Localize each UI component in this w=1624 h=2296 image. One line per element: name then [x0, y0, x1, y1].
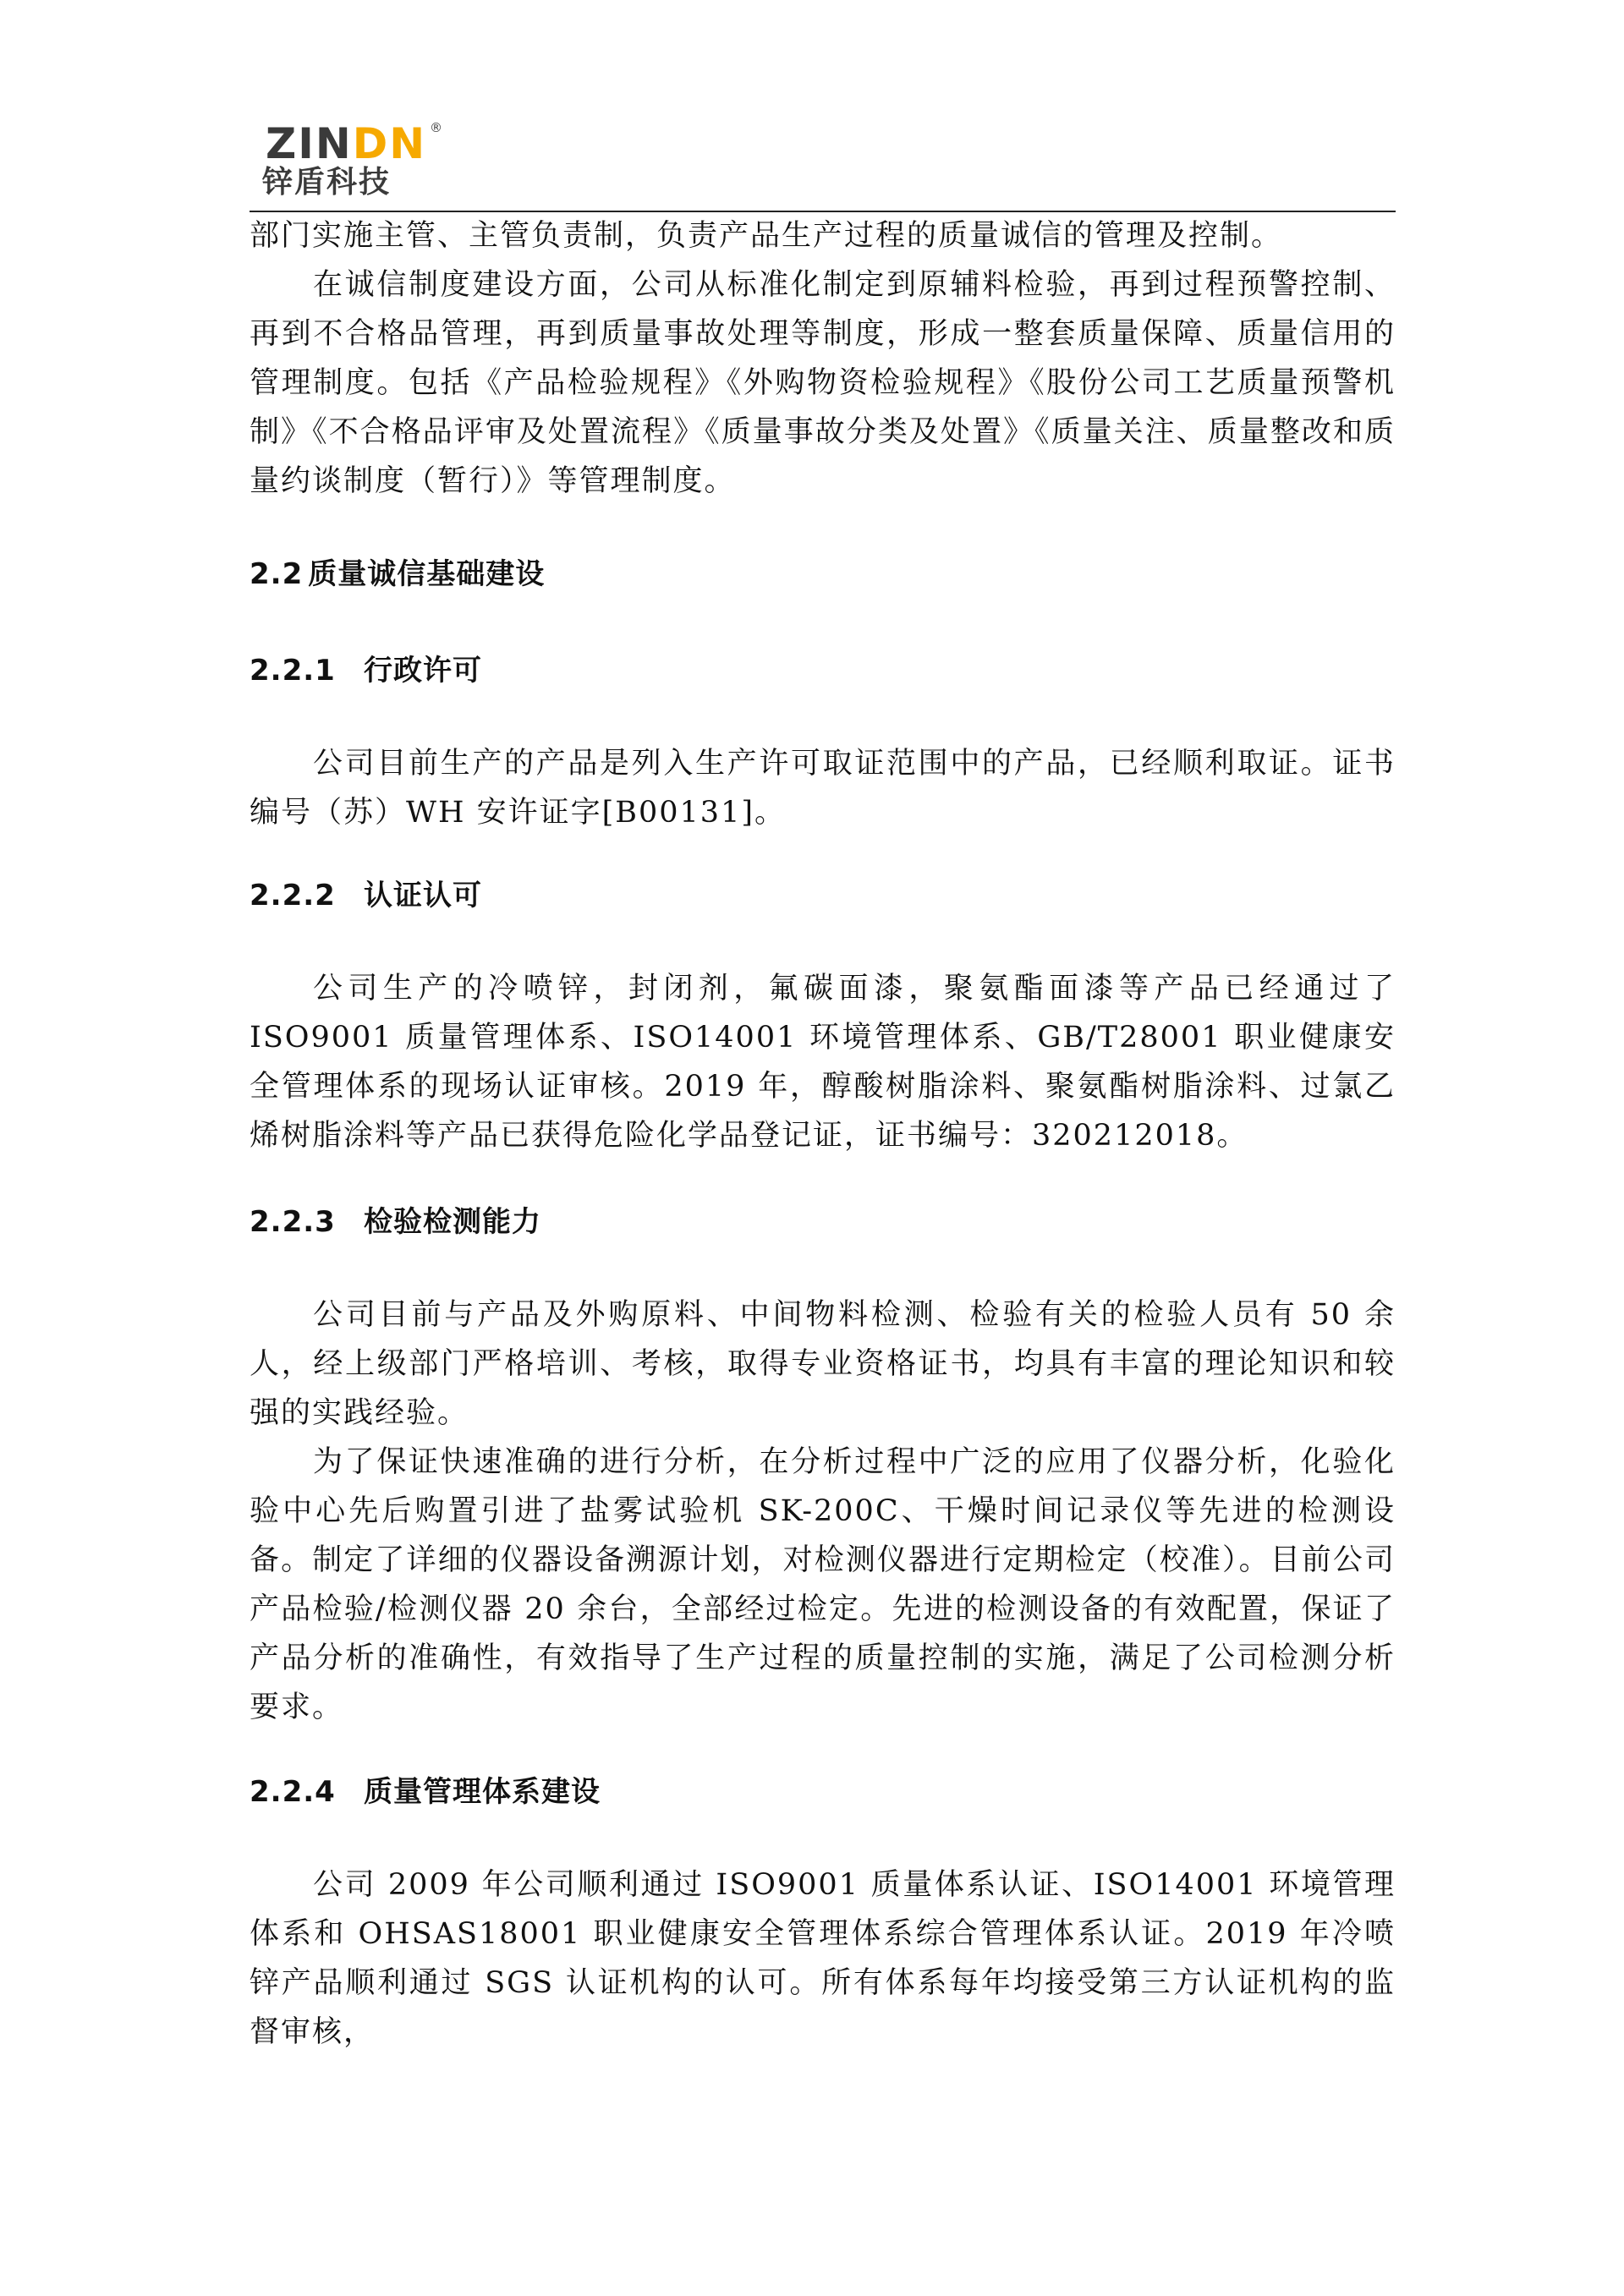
- document-body: [250, 211, 1396, 2057]
- logo-word-b: DN: [352, 119, 427, 168]
- paragraph-administrative-license: 公司目前生产的产品是列入生产许可取证范围中的产品，已经顺利取证。证书编号（苏）WH 安许证字[B00131]。: [250, 747, 1396, 830]
- paragraph-continued: 部门实施主管、主管负责制，负责产品生产过程的质量诚信的管理及控制。: [250, 219, 1283, 253]
- section-heading-2-2: [250, 553, 1396, 595]
- section-number: 2.2.3: [250, 1205, 336, 1239]
- logo-wordmark: [266, 117, 426, 171]
- section-title: 行政许可: [364, 654, 482, 688]
- registered-mark: ®: [430, 120, 442, 135]
- section-number: 2.2: [250, 557, 304, 591]
- section-heading-2-2-3: [250, 1201, 1396, 1243]
- section-number: 2.2.1: [250, 654, 336, 688]
- section-heading-2-2-4: [250, 1771, 1396, 1813]
- paragraph-certification: 公司生产的冷喷锌，封闭剂，氟碳面漆，聚氨酯面漆等产品已经通过了 ISO9001 质量管理体系、ISO14001 环境管理体系、GB/T28001 职业健康安全管理体系的现场认证审核。2019 年，醇酸树脂涂料、聚氨酯树脂涂料、过氯乙烯树脂涂料等产品已获得危险化学品登记证，证书编号：320212018。: [250, 972, 1396, 1153]
- paragraph-integrity-system: 在诚信制度建设方面，公司从标准化制定到原辅料检验，再到过程预警控制、再到不合格品管理，再到质量事故处理等制度，形成一整套质量保障、质量信用的管理制度。包括《产品检验规程》《外购物资检验规程》《股份公司工艺质量预警机制》《不合格品评审及处置流程》《质量事故分类及处置》《质量关注、质量整改和质量约谈制度（暂行）》等管理制度。: [250, 268, 1396, 498]
- paragraph-quality-management-system: 公司 2009 年公司顺利通过 ISO9001 质量体系认证、ISO14001 环境管理体系和 OHSAS18001 职业健康安全管理体系综合管理体系认证。2019 年冷喷锌产品顺利通过 SGS 认证机构的认可。所有体系每年均接受第三方认证机构的监督审核，: [250, 1868, 1396, 2049]
- section-title: 认证认可: [364, 879, 482, 912]
- section-number: 2.2.2: [250, 879, 336, 912]
- logo-chinese-name: 锌盾科技: [262, 165, 392, 200]
- paragraph-inspection-equipment: 为了保证快速准确的进行分析，在分析过程中广泛的应用了仪器分析，化验化验中心先后购置引进了盐雾试验机 SK-200C、干燥时间记录仪等先进的检测设备。制定了详细的仪器设备溯源计划，对检测仪器进行定期检定（校准）。目前公司产品检验/检测仪器 20 余台，全部经过检定。先进的检测设备的有效配置，保证了产品分析的准确性，有效指导了生产过程的质量控制的实施，满足了公司检测分析要求。: [250, 1445, 1396, 1724]
- section-title: 质量管理体系建设: [364, 1775, 601, 1809]
- section-number: 2.2.4: [250, 1775, 336, 1809]
- section-title: 检验检测能力: [364, 1205, 541, 1239]
- section-title: 质量诚信基础建设: [308, 557, 546, 591]
- section-heading-2-2-1: [250, 649, 1396, 692]
- paragraph-inspection-staff: 公司目前与产品及外购原料、中间物料检测、检验有关的检验人员有 50 余人，经上级部门严格培训、考核，取得专业资格证书，均具有丰富的理论知识和较强的实践经验。: [250, 1298, 1396, 1430]
- logo-word-a: ZIN: [266, 119, 353, 168]
- section-heading-2-2-2: [250, 874, 1396, 917]
- company-logo: [261, 117, 455, 201]
